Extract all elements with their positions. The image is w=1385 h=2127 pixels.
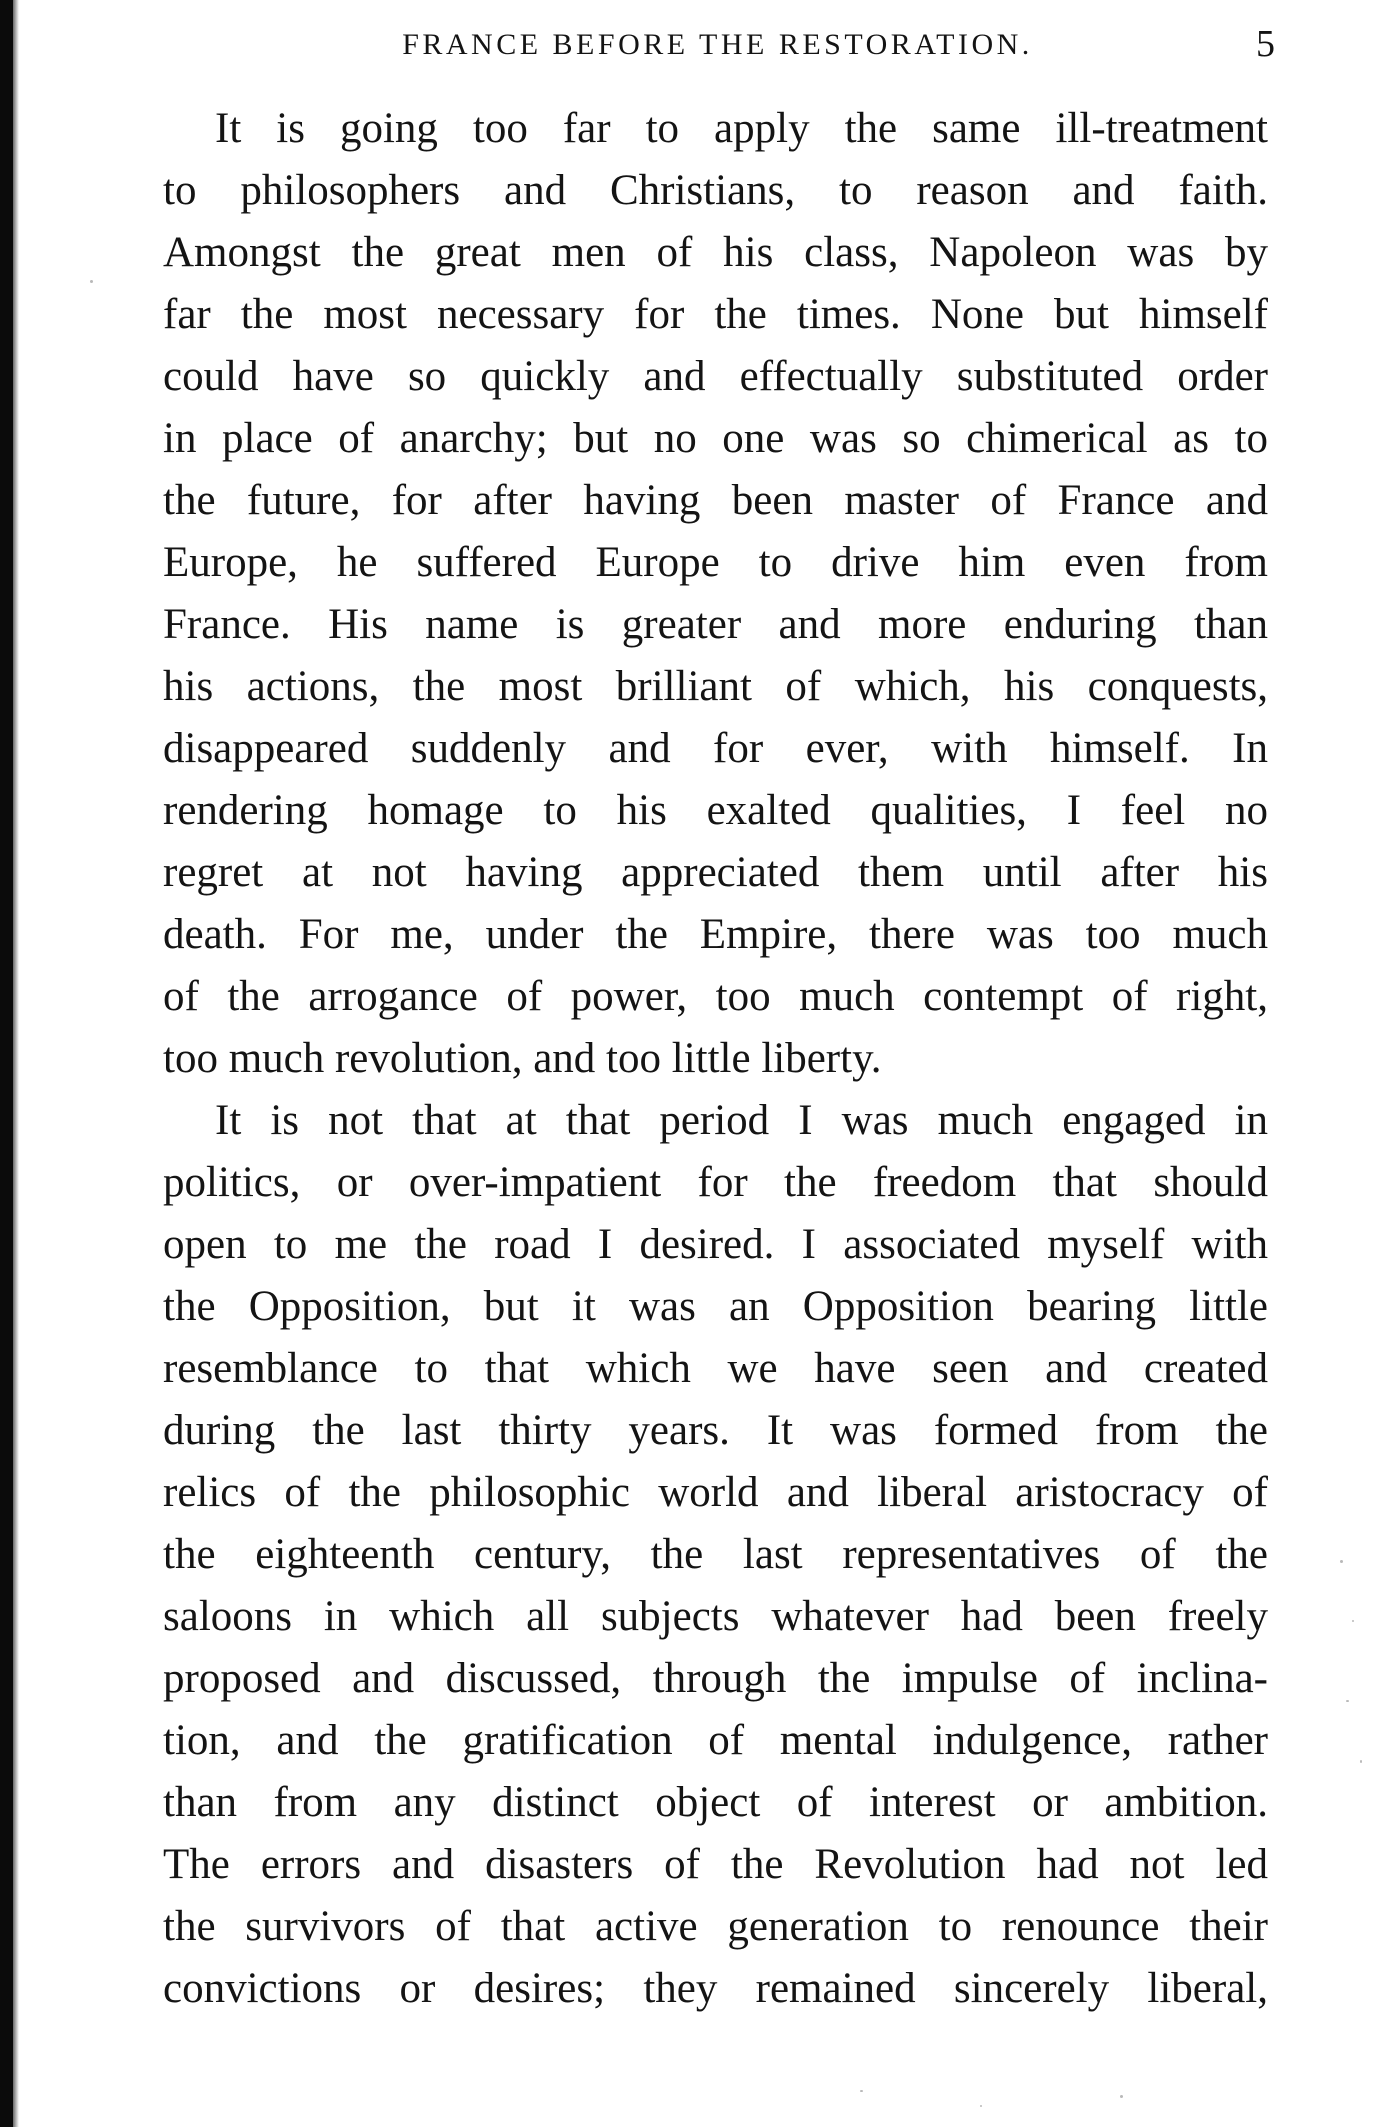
- text-line: the survivors of that active generation to renounce their: [163, 1903, 1268, 1950]
- text-line: the eighteenth century, the last representatives of the: [163, 1531, 1268, 1578]
- text-line: politics, or over-impatient for the freedom that should: [163, 1159, 1268, 1206]
- paragraph-1: [163, 98, 1268, 1090]
- text-line: in place of anarchy; but no one was so chimerical as to: [163, 415, 1268, 462]
- text-line: open to me the road I desired. I associated myself with: [163, 1221, 1268, 1268]
- gutter-fade: [13, 0, 19, 2127]
- text-line: far the most necessary for the times. None but himself: [163, 291, 1268, 338]
- text-line: death. For me, under the Empire, there was too much: [163, 911, 1268, 958]
- text-line: regret at not having appreciated them until after his: [163, 849, 1268, 896]
- scan-speck: [980, 2105, 982, 2107]
- text-line: Amongst the great men of his class, Napoleon was by: [163, 229, 1268, 276]
- scan-speck: [1346, 1700, 1349, 1702]
- text-line: resemblance to that which we have seen and created: [163, 1345, 1268, 1392]
- text-line: saloons in which all subjects whatever had been freely: [163, 1593, 1268, 1640]
- text-line: relics of the philosophic world and liberal aristocracy of: [163, 1469, 1268, 1516]
- text-line: the future, for after having been master of France and: [163, 477, 1268, 524]
- text-line: could have so quickly and effectually substituted order: [163, 353, 1268, 400]
- scan-speck: [1360, 1760, 1362, 1763]
- scan-speck: [1120, 2095, 1123, 2098]
- text-line: It is not that at that period I was much engaged in: [215, 1097, 1268, 1144]
- paragraph-2: [163, 1090, 1268, 2020]
- page-number: 5: [1256, 23, 1275, 65]
- text-line: It is going too far to apply the same ill-treatment: [215, 105, 1268, 152]
- book-spine-shadow: [0, 0, 13, 2127]
- text-line: too much revolution, and too little liberty.: [163, 1035, 882, 1082]
- text-line: convictions or desires; they remained sincerely liberal,: [163, 1965, 1268, 2012]
- text-line: tion, and the gratification of mental indulgence, rather: [163, 1717, 1268, 1764]
- text-line: of the arrogance of power, too much contempt of right,: [163, 973, 1268, 1020]
- scan-speck: [1340, 1560, 1343, 1563]
- text-line: disappeared suddenly and for ever, with himself. In: [163, 725, 1268, 772]
- text-line: during the last thirty years. It was formed from the: [163, 1407, 1268, 1454]
- text-line: proposed and discussed, through the impulse of inclina-: [163, 1655, 1268, 1702]
- running-head: [160, 18, 1275, 78]
- scan-speck: [860, 2090, 863, 2092]
- text-line: rendering homage to his exalted qualities, I feel no: [163, 787, 1268, 834]
- page-body: [163, 98, 1268, 2020]
- text-line: his actions, the most brilliant of which, his conquests,: [163, 663, 1268, 710]
- scan-speck: [1352, 1620, 1354, 1622]
- running-head-title: FRANCE BEFORE THE RESTORATION.: [402, 28, 1033, 61]
- scan-speck: [90, 280, 93, 283]
- text-line: to philosophers and Christians, to reason and faith.: [163, 167, 1268, 214]
- text-line: France. His name is greater and more enduring than: [163, 601, 1268, 648]
- text-line: than from any distinct object of interest or ambition.: [163, 1779, 1268, 1826]
- text-line: Europe, he suffered Europe to drive him even from: [163, 539, 1268, 586]
- text-line: the Opposition, but it was an Opposition bearing little: [163, 1283, 1268, 1330]
- text-line: The errors and disasters of the Revolution had not led: [163, 1841, 1268, 1888]
